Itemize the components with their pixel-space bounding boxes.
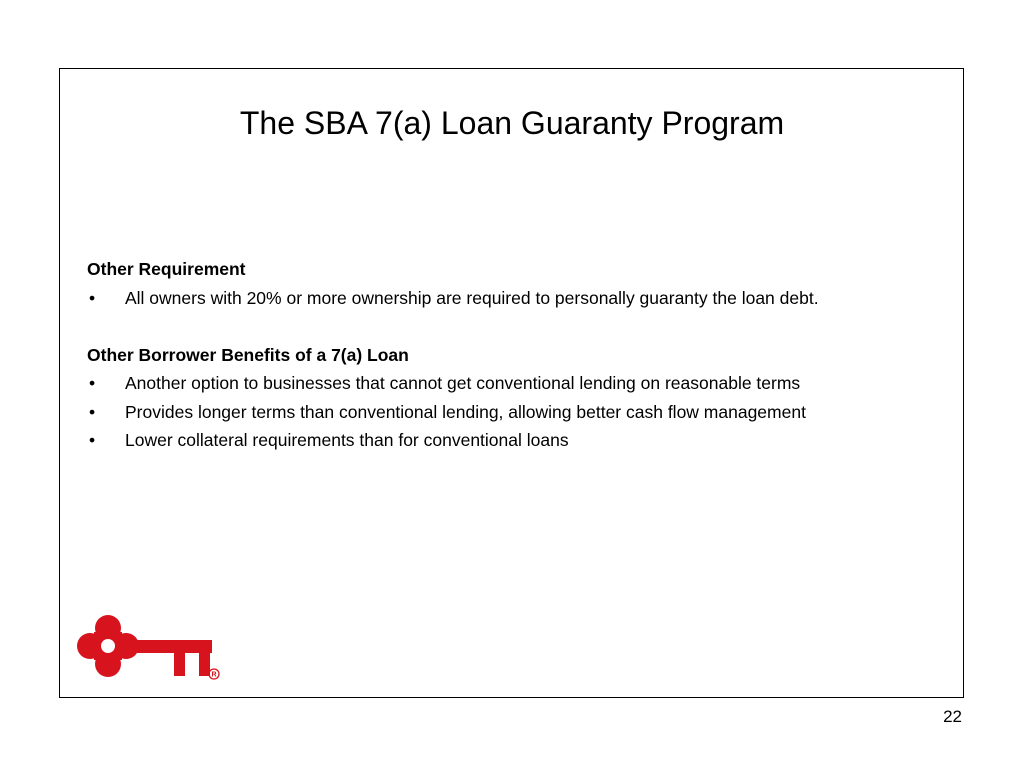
- bullet-mark: •: [89, 401, 96, 422]
- key-logo-icon: [76, 614, 222, 680]
- section-spacer: [87, 312, 947, 341]
- section-heading-other-requirement: Other Requirement: [87, 259, 246, 279]
- bullet-mark: •: [89, 430, 96, 450]
- bullet-list-other-requirement: [87, 284, 947, 313]
- svg-text:R: R: [211, 671, 217, 679]
- slide-title: The SBA 7(a) Loan Guaranty Program: [239, 105, 785, 141]
- page-number: 22: [943, 707, 962, 726]
- bullet-list-borrower-benefits: [87, 369, 947, 455]
- bullet-item: [87, 426, 947, 455]
- bullet-item: [87, 398, 947, 427]
- bullet-text: All owners with 20% or more ownership are required to personally guaranty the loan debt.: [125, 287, 819, 308]
- bullet-mark: •: [89, 373, 96, 393]
- slide-content: [87, 255, 947, 455]
- bullet-text: Provides longer terms than conventional lending, allowing better cash flow management: [125, 401, 806, 422]
- bullet-text: Another option to businesses that cannot get conventional lending on reasonable terms: [125, 373, 801, 393]
- section-heading-borrower-benefits: Other Borrower Benefits of a 7(a) Loan: [87, 344, 409, 365]
- bullet-text: Lower collateral requirements than for conventional loans: [125, 430, 569, 450]
- bullet-item: [87, 284, 947, 313]
- bullet-mark: •: [89, 287, 96, 308]
- bullet-item: [87, 369, 947, 398]
